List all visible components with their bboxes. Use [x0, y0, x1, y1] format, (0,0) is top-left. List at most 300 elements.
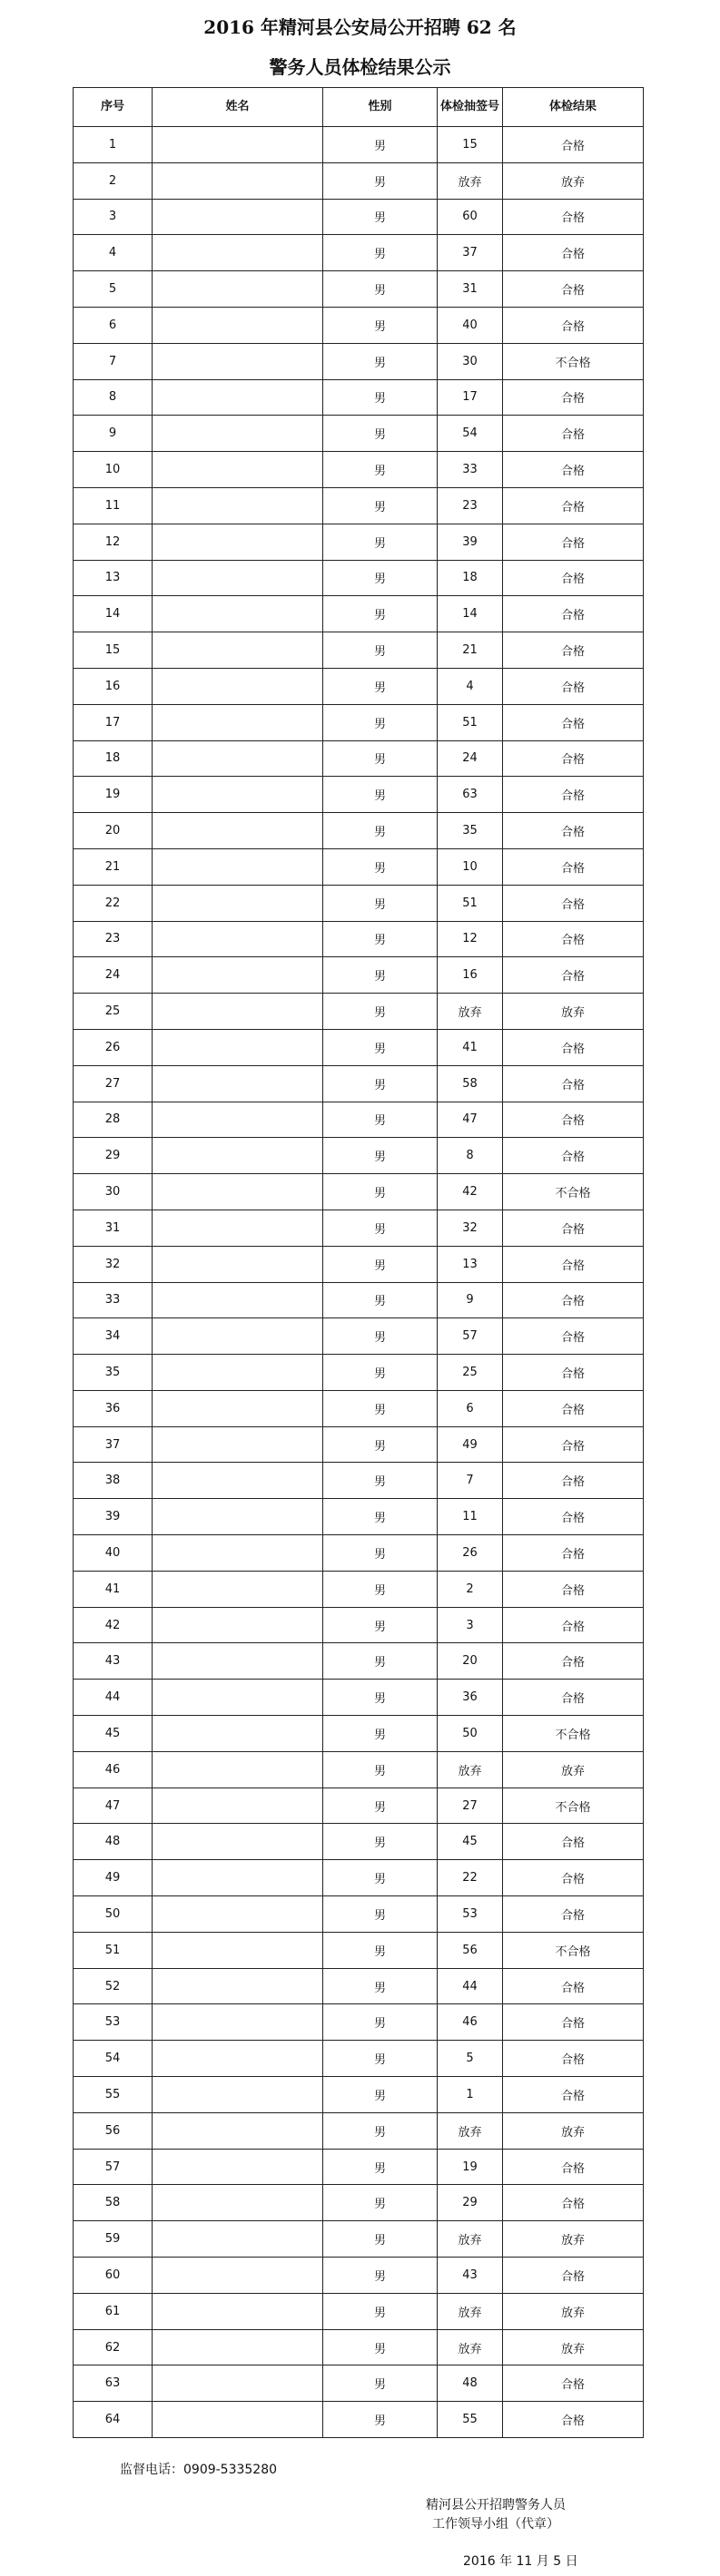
row-number-cell: 44: [74, 1680, 153, 1716]
name-cell: [153, 199, 323, 235]
table-row: [74, 1680, 644, 1716]
table-row: [74, 921, 644, 957]
result-cell: 合格: [503, 1499, 644, 1535]
table-row: [74, 1355, 644, 1391]
result-cell: 合格: [503, 2149, 644, 2185]
name-cell: [153, 2221, 323, 2258]
draw-number-cell: 23: [438, 487, 503, 524]
draw-number-cell: 11: [438, 1499, 503, 1535]
result-cell: 合格: [503, 813, 644, 849]
gender-cell: 男: [323, 2293, 438, 2329]
table-row: [74, 1210, 644, 1246]
result-cell: 合格: [503, 2004, 644, 2041]
result-cell: 合格: [503, 957, 644, 994]
header-no: 序号: [74, 88, 153, 127]
name-cell: [153, 2293, 323, 2329]
draw-number-cell: 14: [438, 596, 503, 632]
name-cell: [153, 2329, 323, 2365]
draw-number-cell: 2: [438, 1571, 503, 1607]
result-cell: 合格: [503, 1463, 644, 1499]
result-cell: 合格: [503, 199, 644, 235]
gender-cell: 男: [323, 1860, 438, 1896]
draw-number-cell: 25: [438, 1355, 503, 1391]
table-row: [74, 1029, 644, 1065]
name-cell: [153, 1318, 323, 1355]
table-row: [74, 307, 644, 343]
result-cell: 放弃: [503, 2329, 644, 2365]
row-number-cell: 7: [74, 343, 153, 379]
draw-number-cell: 15: [438, 127, 503, 163]
draw-number-cell: 放弃: [438, 2221, 503, 2258]
draw-number-cell: 51: [438, 885, 503, 921]
draw-number-cell: 58: [438, 1065, 503, 1102]
draw-number-cell: 放弃: [438, 2112, 503, 2149]
row-number-cell: 55: [74, 2077, 153, 2113]
name-cell: [153, 885, 323, 921]
result-cell: 合格: [503, 271, 644, 308]
gender-cell: 男: [323, 1824, 438, 1860]
draw-number-cell: 39: [438, 524, 503, 560]
draw-number-cell: 放弃: [438, 994, 503, 1030]
gender-cell: 男: [323, 1607, 438, 1643]
name-cell: [153, 1065, 323, 1102]
name-cell: [153, 740, 323, 777]
name-cell: [153, 632, 323, 669]
row-number-cell: 9: [74, 416, 153, 452]
gender-cell: 男: [323, 1463, 438, 1499]
draw-number-cell: 35: [438, 813, 503, 849]
row-number-cell: 4: [74, 235, 153, 271]
table-row: [74, 1716, 644, 1752]
row-number-cell: 39: [74, 1499, 153, 1535]
row-number-cell: 42: [74, 1607, 153, 1643]
draw-number-cell: 1: [438, 2077, 503, 2113]
gender-cell: 男: [323, 1065, 438, 1102]
draw-number-cell: 31: [438, 271, 503, 308]
row-number-cell: 47: [74, 1788, 153, 1824]
table-row: [74, 2112, 644, 2149]
gender-cell: 男: [323, 487, 438, 524]
draw-number-cell: 54: [438, 416, 503, 452]
gender-cell: 男: [323, 1029, 438, 1065]
result-cell: 合格: [503, 885, 644, 921]
row-number-cell: 28: [74, 1102, 153, 1138]
result-cell: 放弃: [503, 2221, 644, 2258]
table-row: [74, 2004, 644, 2041]
gender-cell: 男: [323, 1896, 438, 1933]
row-number-cell: 26: [74, 1029, 153, 1065]
draw-number-cell: 24: [438, 740, 503, 777]
draw-number-cell: 51: [438, 704, 503, 740]
result-cell: 合格: [503, 1571, 644, 1607]
gender-cell: 男: [323, 1102, 438, 1138]
gender-cell: 男: [323, 379, 438, 416]
row-number-cell: 3: [74, 199, 153, 235]
gender-cell: 男: [323, 957, 438, 994]
name-cell: [153, 668, 323, 704]
table-row: [74, 1824, 644, 1860]
name-cell: [153, 1029, 323, 1065]
gender-cell: 男: [323, 2365, 438, 2402]
result-cell: 合格: [503, 1102, 644, 1138]
name-cell: [153, 1499, 323, 1535]
issuer-line-1: 精河县公开招聘警务人员: [426, 2498, 566, 2512]
draw-number-cell: 3: [438, 1607, 503, 1643]
gender-cell: 男: [323, 1318, 438, 1355]
table-row: [74, 1535, 644, 1572]
row-number-cell: 40: [74, 1535, 153, 1572]
draw-number-cell: 22: [438, 1860, 503, 1896]
draw-number-cell: 57: [438, 1318, 503, 1355]
row-number-cell: 22: [74, 885, 153, 921]
name-cell: [153, 487, 323, 524]
result-cell: 合格: [503, 668, 644, 704]
gender-cell: 男: [323, 1716, 438, 1752]
table-row: [74, 1788, 644, 1824]
gender-cell: 男: [323, 307, 438, 343]
gender-cell: 男: [323, 1751, 438, 1788]
draw-number-cell: 50: [438, 1716, 503, 1752]
gender-cell: 男: [323, 271, 438, 308]
row-number-cell: 16: [74, 668, 153, 704]
result-cell: 合格: [503, 1860, 644, 1896]
gender-cell: 男: [323, 560, 438, 596]
gender-cell: 男: [323, 1680, 438, 1716]
table-row: [74, 2402, 644, 2438]
name-cell: [153, 1788, 323, 1824]
gender-cell: 男: [323, 524, 438, 560]
result-cell: 合格: [503, 921, 644, 957]
name-cell: [153, 2402, 323, 2438]
table-row: [74, 1896, 644, 1933]
gender-cell: 男: [323, 1535, 438, 1572]
name-cell: [153, 1896, 323, 1933]
name-cell: [153, 1680, 323, 1716]
name-cell: [153, 1968, 323, 2004]
name-cell: [153, 1571, 323, 1607]
row-number-cell: 52: [74, 1968, 153, 2004]
gender-cell: 男: [323, 1138, 438, 1174]
gender-cell: 男: [323, 2221, 438, 2258]
table-row: [74, 487, 644, 524]
table-row: [74, 1426, 644, 1463]
gender-cell: 男: [323, 416, 438, 452]
name-cell: [153, 524, 323, 560]
name-cell: [153, 1426, 323, 1463]
table-row: [74, 379, 644, 416]
draw-number-cell: 7: [438, 1463, 503, 1499]
name-cell: [153, 921, 323, 957]
table-row: [74, 1499, 644, 1535]
result-cell: 合格: [503, 379, 644, 416]
table-row: [74, 199, 644, 235]
gender-cell: 男: [323, 1968, 438, 2004]
draw-number-cell: 60: [438, 199, 503, 235]
gender-cell: 男: [323, 885, 438, 921]
gender-cell: 男: [323, 343, 438, 379]
gender-cell: 男: [323, 199, 438, 235]
gender-cell: 男: [323, 2258, 438, 2294]
result-cell: 合格: [503, 1607, 644, 1643]
table-row: [74, 235, 644, 271]
result-cell: 不合格: [503, 1932, 644, 1968]
row-number-cell: 23: [74, 921, 153, 957]
draw-number-cell: 5: [438, 2041, 503, 2077]
issue-date: 2016 年 11 月 5 日: [463, 2554, 578, 2569]
draw-number-cell: 43: [438, 2258, 503, 2294]
draw-number-cell: 55: [438, 2402, 503, 2438]
name-cell: [153, 1860, 323, 1896]
row-number-cell: 1: [74, 127, 153, 163]
row-number-cell: 61: [74, 2293, 153, 2329]
result-cell: 放弃: [503, 2112, 644, 2149]
gender-cell: 男: [323, 994, 438, 1030]
draw-number-cell: 29: [438, 2185, 503, 2221]
result-cell: 放弃: [503, 2293, 644, 2329]
row-number-cell: 34: [74, 1318, 153, 1355]
table-row: [74, 668, 644, 704]
name-cell: [153, 452, 323, 488]
table-row: [74, 1968, 644, 2004]
table-row: [74, 885, 644, 921]
row-number-cell: 43: [74, 1643, 153, 1680]
issuer-line-2: 工作领导小组（代章）: [432, 2517, 559, 2532]
header-name: 姓名: [153, 88, 323, 127]
row-number-cell: 45: [74, 1716, 153, 1752]
table-row: [74, 1751, 644, 1788]
table-row: [74, 1138, 644, 1174]
row-number-cell: 15: [74, 632, 153, 669]
gender-cell: 男: [323, 2329, 438, 2365]
row-number-cell: 57: [74, 2149, 153, 2185]
draw-number-cell: 26: [438, 1535, 503, 1572]
result-cell: 放弃: [503, 162, 644, 199]
row-number-cell: 63: [74, 2365, 153, 2402]
name-cell: [153, 2258, 323, 2294]
gender-cell: 男: [323, 740, 438, 777]
row-number-cell: 53: [74, 2004, 153, 2041]
row-number-cell: 2: [74, 162, 153, 199]
name-cell: [153, 379, 323, 416]
result-cell: 合格: [503, 2077, 644, 2113]
draw-number-cell: 37: [438, 235, 503, 271]
table-row: [74, 560, 644, 596]
row-number-cell: 33: [74, 1282, 153, 1318]
draw-number-cell: 53: [438, 1896, 503, 1933]
draw-number-cell: 13: [438, 1246, 503, 1282]
result-cell: 合格: [503, 1210, 644, 1246]
result-cell: 合格: [503, 1282, 644, 1318]
gender-cell: 男: [323, 632, 438, 669]
row-number-cell: 46: [74, 1751, 153, 1788]
gender-cell: 男: [323, 1932, 438, 1968]
result-cell: 合格: [503, 632, 644, 669]
row-number-cell: 10: [74, 452, 153, 488]
result-cell: 放弃: [503, 994, 644, 1030]
draw-number-cell: 18: [438, 560, 503, 596]
name-cell: [153, 2365, 323, 2402]
result-cell: 不合格: [503, 343, 644, 379]
row-number-cell: 54: [74, 2041, 153, 2077]
gender-cell: 男: [323, 1426, 438, 1463]
draw-number-cell: 56: [438, 1932, 503, 1968]
result-cell: 合格: [503, 127, 644, 163]
gender-cell: 男: [323, 1210, 438, 1246]
row-number-cell: 14: [74, 596, 153, 632]
result-cell: 合格: [503, 452, 644, 488]
name-cell: [153, 1102, 323, 1138]
name-cell: [153, 1716, 323, 1752]
row-number-cell: 58: [74, 2185, 153, 2221]
result-cell: 合格: [503, 1824, 644, 1860]
gender-cell: 男: [323, 704, 438, 740]
document-subtitle: 警务人员体检结果公示: [269, 56, 451, 78]
table-row: [74, 1282, 644, 1318]
result-cell: 合格: [503, 740, 644, 777]
row-number-cell: 37: [74, 1426, 153, 1463]
row-number-cell: 11: [74, 487, 153, 524]
result-cell: 不合格: [503, 1716, 644, 1752]
result-cell: 不合格: [503, 1174, 644, 1210]
row-number-cell: 18: [74, 740, 153, 777]
result-cell: 合格: [503, 1680, 644, 1716]
table-row: [74, 1318, 644, 1355]
result-cell: 合格: [503, 1065, 644, 1102]
name-cell: [153, 1751, 323, 1788]
name-cell: [153, 1210, 323, 1246]
row-number-cell: 64: [74, 2402, 153, 2438]
table-row: [74, 813, 644, 849]
result-cell: 合格: [503, 560, 644, 596]
table-row: [74, 1932, 644, 1968]
table-row: [74, 1390, 644, 1426]
row-number-cell: 41: [74, 1571, 153, 1607]
table-row: [74, 1065, 644, 1102]
draw-number-cell: 放弃: [438, 1751, 503, 1788]
header-draw-number: 体检抽签号: [438, 88, 503, 127]
table-row: [74, 524, 644, 560]
row-number-cell: 35: [74, 1355, 153, 1391]
table-row: [74, 2149, 644, 2185]
row-number-cell: 50: [74, 1896, 153, 1933]
row-number-cell: 25: [74, 994, 153, 1030]
table-row: [74, 162, 644, 199]
draw-number-cell: 42: [438, 1174, 503, 1210]
name-cell: [153, 1932, 323, 1968]
draw-number-cell: 16: [438, 957, 503, 994]
draw-number-cell: 19: [438, 2149, 503, 2185]
table-body: [74, 127, 644, 2438]
gender-cell: 男: [323, 2149, 438, 2185]
draw-number-cell: 27: [438, 1788, 503, 1824]
gender-cell: 男: [323, 2112, 438, 2149]
table-row: [74, 777, 644, 813]
gender-cell: 男: [323, 127, 438, 163]
header-result: 体检结果: [503, 88, 644, 127]
result-cell: 合格: [503, 2041, 644, 2077]
table-row: [74, 994, 644, 1030]
draw-number-cell: 12: [438, 921, 503, 957]
result-cell: 不合格: [503, 1788, 644, 1824]
table-row: [74, 1102, 644, 1138]
result-cell: 合格: [503, 2258, 644, 2294]
name-cell: [153, 596, 323, 632]
result-cell: 合格: [503, 1246, 644, 1282]
table-row: [74, 596, 644, 632]
result-cell: 合格: [503, 524, 644, 560]
table-header-row: [74, 88, 644, 127]
gender-cell: 男: [323, 1643, 438, 1680]
result-cell: 合格: [503, 1138, 644, 1174]
table-row: [74, 1246, 644, 1282]
name-cell: [153, 162, 323, 199]
row-number-cell: 31: [74, 1210, 153, 1246]
table-row: [74, 632, 644, 669]
draw-number-cell: 17: [438, 379, 503, 416]
draw-number-cell: 45: [438, 1824, 503, 1860]
row-number-cell: 56: [74, 2112, 153, 2149]
name-cell: [153, 343, 323, 379]
gender-cell: 男: [323, 1282, 438, 1318]
table-row: [74, 2329, 644, 2365]
row-number-cell: 6: [74, 307, 153, 343]
gender-cell: 男: [323, 813, 438, 849]
gender-cell: 男: [323, 1390, 438, 1426]
draw-number-cell: 30: [438, 343, 503, 379]
row-number-cell: 12: [74, 524, 153, 560]
result-cell: 合格: [503, 1896, 644, 1933]
draw-number-cell: 9: [438, 1282, 503, 1318]
gender-cell: 男: [323, 2041, 438, 2077]
gender-cell: 男: [323, 1246, 438, 1282]
name-cell: [153, 2077, 323, 2113]
document-title: 2016 年精河县公安局公开招聘 62 名: [203, 16, 517, 38]
result-cell: 合格: [503, 2185, 644, 2221]
supervision-hotline: 监督电话：0909-5335280: [120, 2463, 278, 2477]
row-number-cell: 29: [74, 1138, 153, 1174]
gender-cell: 男: [323, 2004, 438, 2041]
table-row: [74, 1860, 644, 1896]
row-number-cell: 59: [74, 2221, 153, 2258]
name-cell: [153, 1138, 323, 1174]
name-cell: [153, 2149, 323, 2185]
table-row: [74, 2185, 644, 2221]
row-number-cell: 36: [74, 1390, 153, 1426]
row-number-cell: 24: [74, 957, 153, 994]
name-cell: [153, 704, 323, 740]
row-number-cell: 51: [74, 1932, 153, 1968]
table-row: [74, 1571, 644, 1607]
draw-number-cell: 放弃: [438, 2329, 503, 2365]
table-row: [74, 2258, 644, 2294]
row-number-cell: 32: [74, 1246, 153, 1282]
name-cell: [153, 2041, 323, 2077]
draw-number-cell: 8: [438, 1138, 503, 1174]
name-cell: [153, 2004, 323, 2041]
table-row: [74, 2221, 644, 2258]
name-cell: [153, 957, 323, 994]
name-cell: [153, 1643, 323, 1680]
result-cell: 合格: [503, 596, 644, 632]
row-number-cell: 49: [74, 1860, 153, 1896]
gender-cell: 男: [323, 2077, 438, 2113]
row-number-cell: 5: [74, 271, 153, 308]
result-cell: 合格: [503, 1390, 644, 1426]
draw-number-cell: 32: [438, 1210, 503, 1246]
table-row: [74, 2077, 644, 2113]
result-cell: 合格: [503, 235, 644, 271]
name-cell: [153, 560, 323, 596]
